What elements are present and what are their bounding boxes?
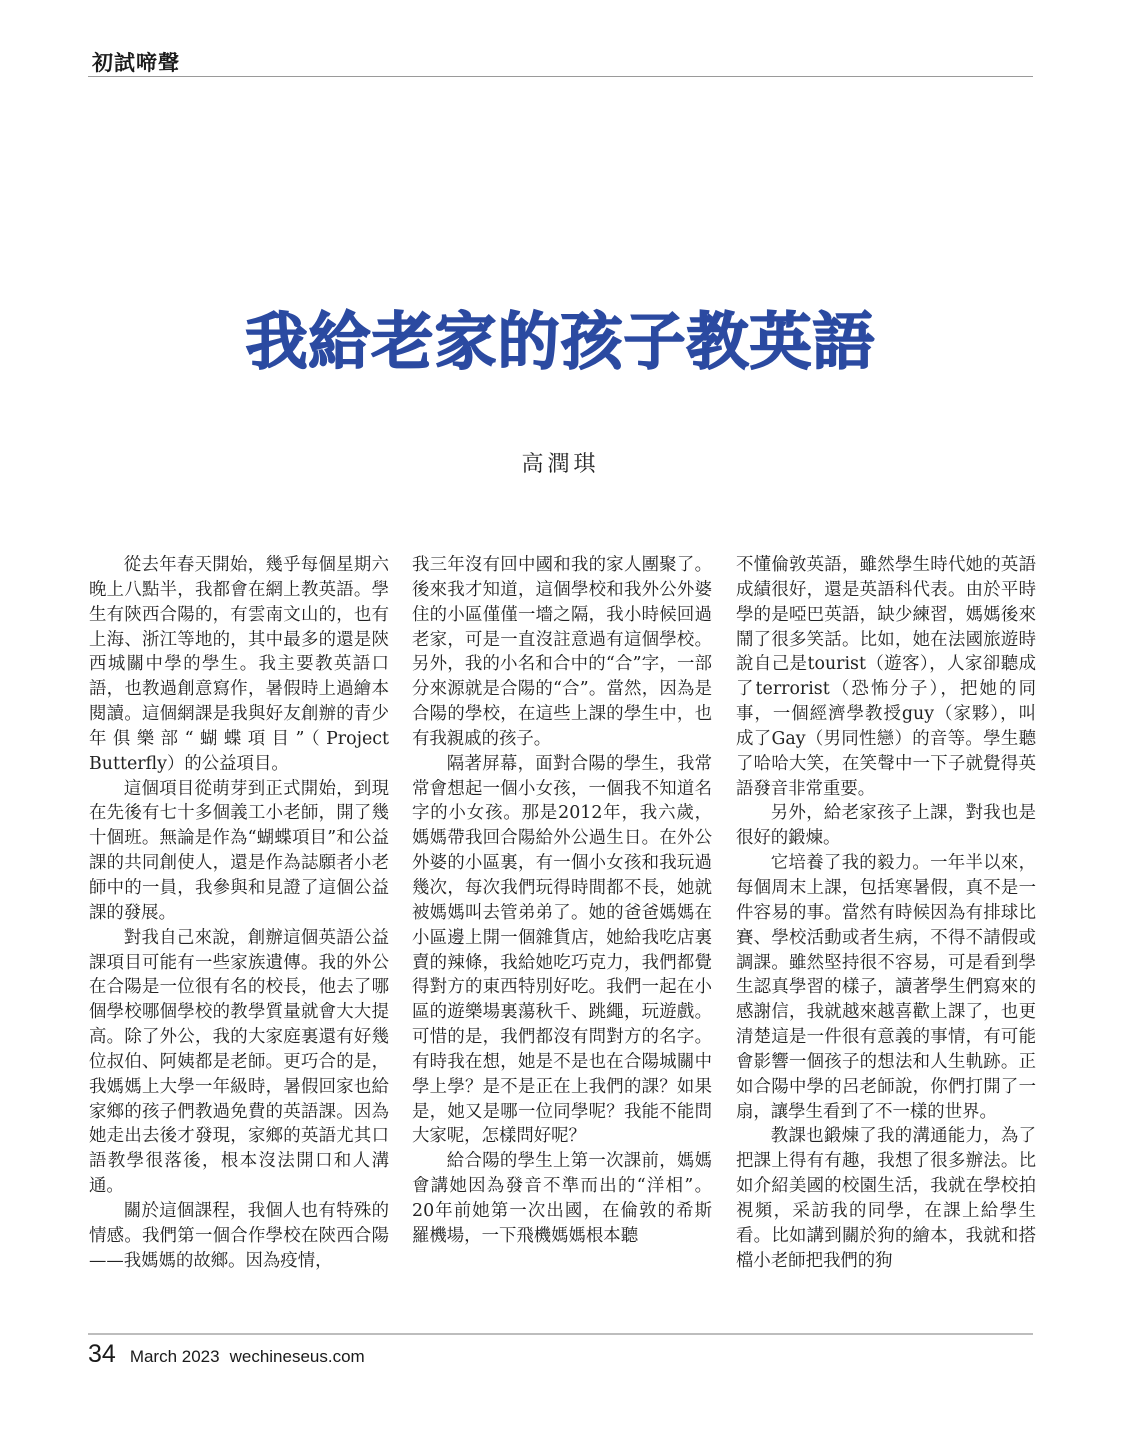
article-column-2 [412,553,712,1249]
footer-divider [88,1333,1033,1335]
section-label: 初試啼聲 [92,50,180,75]
article-author: 高潤琪 [521,452,600,477]
article-paragraph: 對我自己來說，創辦這個英語公益課項目可能有一些家族遺傳。我的外公在合陽是一位很有名的校長，他去了哪個學校哪個學校的教學質量就會大大提高。除了外公，我的大家庭裏還有好幾位叔伯、阿姨都是老師。更巧合的是，我媽媽上大學一年級時，暑假回家也給家鄉的孩子們教過免費的英語課。因為她走出去後才發現，家鄉的英語尤其口語教學很落後，根本沒法開口和人溝通。 [89,927,389,1197]
article-column-3 [736,553,1036,1273]
article-paragraph: 這個項目從萌芽到正式開始，到現在先後有七十多個義工小老師，開了幾十個班。無論是作為“蝴蝶項目”和公益課的共同創使人，還是作為誌願者小老師中的一員，我參與和見證了這個公益課的發展。 [89,778,389,923]
issue-date: March 2023 [129,1347,220,1366]
article-paragraph: 另外，給老家孩子上課，對我也是很好的鍛煉。 [736,803,1036,849]
header-divider [88,76,1033,77]
article-paragraph: 不懂倫敦英語，雖然學生時代她的英語成績很好，還是英語科代表。由於平時學的是啞巴英語，缺少練習，媽媽後來鬧了很多笑話。比如，她在法國旅遊時說自己是tourist（遊客），人家卻聽成了terrorist（恐怖分子），把她的同事，一個經濟學教授guy（家夥），叫成了Gay（男同性戀）的音等。學生聽了哈哈大笑，在笑聲中一下子就覺得英語發音非常重要。 [736,555,1036,799]
page-number: 34 [88,1340,116,1368]
article-column-1 [89,553,389,1273]
article-paragraph: 它培養了我的毅力。一年半以來，每個周末上課，包括寒暑假，真不是一件容易的事。當然有時候因為有排球比賽、學校活動或者生病，不得不請假或調課。雖然堅持很不容易，可是看到學生認真學習的樣子，讀著學生們寫來的感謝信，我就越來越喜歡上課了，也更清楚這是一件很有意義的事情，有可能會影響一個孩子的想法和人生軌跡。正如合陽中學的呂老師說，你們打開了一扇，讓學生看到了不一樣的世界。 [736,853,1036,1122]
article-paragraph: 我三年沒有回中國和我的家人團聚了。後來我才知道，這個學校和我外公外婆住的小區僅僅一墻之隔，我小時候回過老家，可是一直沒註意過有這個學校。另外，我的小名和合中的“合”字，一部分來源就是合陽的“合”。當然，因為是合陽的學校，在這些上課的學生中，也有我親戚的孩子。 [412,555,712,749]
article-paragraph: 隔著屏幕，面對合陽的學生，我常常會想起一個小女孩，一個我不知道名字的小女孩。那是2012年，我六歲，媽媽帶我回合陽給外公過生日。在外公外婆的小區裏，有一個小女孩和我玩過幾次，每次我們玩得時間都不長，她就被媽媽叫去管弟弟了。她的爸爸媽媽在小區邊上開一個雜貨店，她給我吃店裏賣的辣條，我給她吃巧克力，我們都覺得對方的東西特別好吃。我們一起在小區的遊樂場裏蕩秋千、跳繩，玩遊戲。可惜的是，我們都沒有問對方的名字。有時我在想，她是不是也在合陽城關中學上學？是不是正在上我們的課？如果是，她又是哪一位同學呢？我能不能問大家呢，怎樣問好呢？ [412,753,712,1147]
article-paragraph: 關於這個課程，我個人也有特殊的情感。我們第一個合作學校在陝西合陽——我媽媽的故鄉。因為疫情， [89,1200,389,1271]
page-footer [88,1340,365,1369]
article-paragraph: 給合陽的學生上第一次課前，媽媽會講她因為發音不準而出的“洋相”。20年前她第一次出國，在倫敦的希斯羅機場，一下飛機媽媽根本聽 [412,1151,712,1246]
article-paragraph: 從去年春天開始，幾乎每個星期六晚上八點半，我都會在網上教英語。學生有陝西合陽的，有雲南文山的，也有上海、浙江等地的，其中最多的還是陝西城關中學的學生。我主要教英語口語，也教過創意寫作，暑假時上過繪本閱讀。這個網課是我與好友創辦的青少年俱樂部“蝴蝶項目”（Project Butterfly）的公益項目。 [89,555,389,774]
article-title: 我給老家的孩子教英語 [245,305,876,378]
article-paragraph: 教課也鍛煉了我的溝通能力，為了把課上得有有趣，我想了很多辦法。比如介紹美國的校園生活，我就在學校拍視頻，采訪我的同學，在課上給學生看。比如講到關於狗的繪本，我就和搭檔小老師把我們的狗 [736,1126,1036,1271]
website-link[interactable]: wechineseus.com [229,1347,365,1366]
